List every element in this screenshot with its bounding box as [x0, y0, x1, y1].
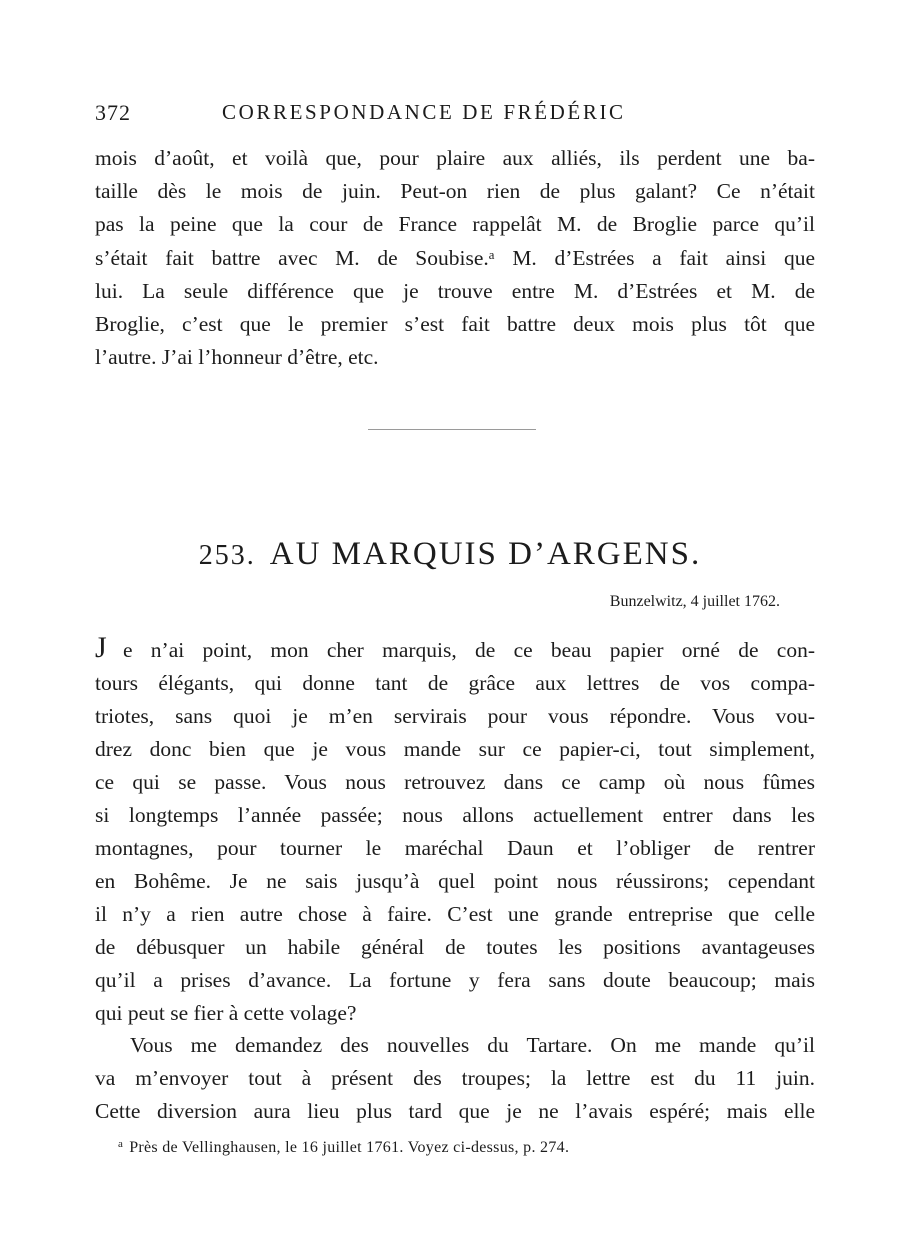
- text-line: taille dès le mois de juin. Peut-on rien de plus galant? Ce n’était: [95, 179, 815, 203]
- page-number: 372: [95, 100, 131, 125]
- drop-cap: J: [95, 631, 107, 664]
- footnote: [118, 1138, 569, 1157]
- letter-heading: [0, 532, 900, 578]
- text-line: qui peut se fier à cette volage?: [95, 1001, 357, 1025]
- text-line: si longtemps l’année passée; nous allons actuellement entrer dans les: [95, 803, 815, 827]
- text-line: drez donc bien que je vous mande sur ce papier-ci, tout simplement,: [95, 737, 815, 761]
- footnote-text: Près de Vellinghausen, le 16 juillet 1761. Voyez ci-dessus, p. 274.: [129, 1139, 570, 1156]
- text-line: Vous me demandez des nouvelles du Tartare. On me mande qu’il: [130, 1033, 815, 1057]
- text-line: va m’envoyer tout à présent des troupes; la lettre est du 11 juin.: [95, 1066, 815, 1090]
- text-line: Broglie, c’est que le premier s’est fait battre deux mois plus tôt que: [95, 312, 815, 336]
- text-line: tours élégants, qui donne tant de grâce aux lettres de vos compa-: [95, 671, 815, 695]
- running-head: [95, 100, 815, 130]
- text-line: ce qui se passe. Vous nous retrouvez dans ce camp où nous fûmes: [95, 770, 815, 794]
- section-divider: [368, 429, 536, 430]
- text-line: l’autre. J’ai l’honneur d’être, etc.: [95, 345, 379, 369]
- text-line: e n’ai point, mon cher marquis, de ce beau papier orné de con-: [123, 638, 815, 662]
- text-line: pas la peine que la cour de France rappelât M. de Broglie parce qu’il: [95, 212, 815, 236]
- letter-title: AU MARQUIS D’ARGENS.: [269, 536, 702, 572]
- text-line: qu’il a prises d’avance. La fortune y fera sans doute beaucoup; mais: [95, 968, 815, 992]
- text-line: mois d’août, et voilà que, pour plaire aux alliés, ils perdent une ba-: [95, 146, 815, 170]
- text-line: lui. La seule différence que je trouve entre M. d’Estrées et M. de: [95, 279, 815, 303]
- text-line: Cette diversion aura lieu plus tard que je ne l’avais espéré; mais elle: [95, 1099, 815, 1123]
- text-line: s’était fait battre avec M. de Soubise.ᵃ M. d’Estrées a fait ainsi que: [95, 246, 815, 270]
- dateline: Bunzelwitz, 4 juillet 1762.: [609, 593, 780, 610]
- letter-number: 253.: [198, 540, 256, 571]
- text-line: il n’y a rien autre chose à faire. C’est une grande entreprise que celle: [95, 902, 815, 926]
- text-line: triotes, sans quoi je m’en servirais pour vous répondre. Vous vou-: [95, 704, 815, 728]
- running-title: CORRESPONDANCE DE FRÉDÉRIC: [222, 100, 626, 124]
- text-line: montagnes, pour tourner le maréchal Daun et l’obliger de rentrer: [95, 836, 815, 860]
- text-line: de débusquer un habile général de toutes les positions avantageuses: [95, 935, 815, 959]
- footnote-mark: a: [118, 1138, 124, 1150]
- text-line: en Bohême. Je ne sais jusqu’à quel point nous réussirons; cependant: [95, 869, 815, 893]
